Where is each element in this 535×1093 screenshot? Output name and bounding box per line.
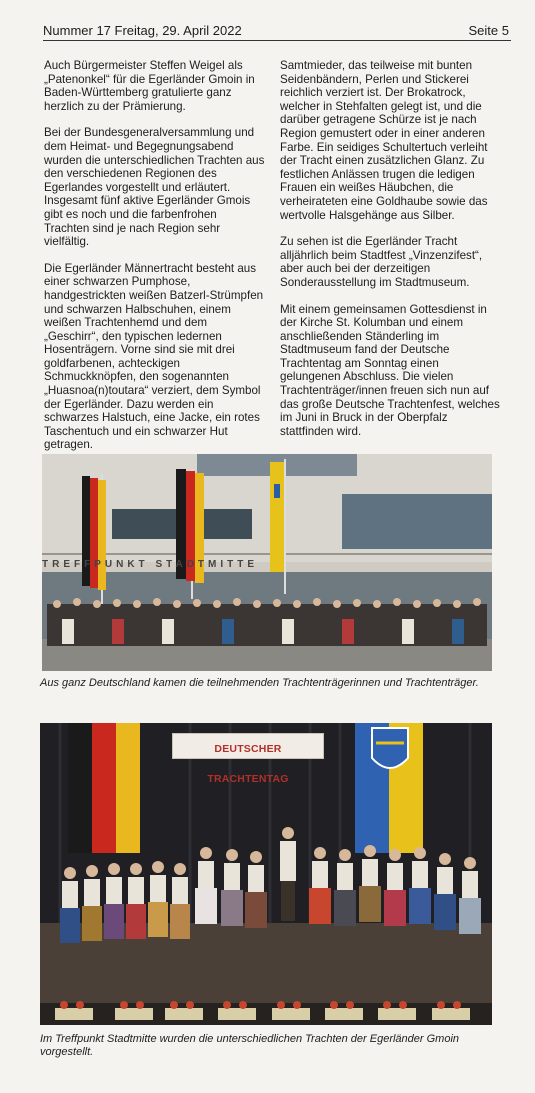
event-banner: DEUTSCHER TRACHTENTAG [172,733,324,759]
paragraph: Die Egerländer Männertracht besteht aus einer schwarzen Pumphose, handgestrickten weißen Batzerl-Strümpfen und schwarzen Halbschuhen, einem weißen Trachtenhemd und dem „Geschirr“, den typischen ledernen Hosenträgern. Vorne sind sie mit drei goldfarbenen, achteckigen Schmuckknöpfen, den sogenannten „Huasnoa(n)toutara“ verziert, dem Symbol der Egerländer. Dazu werden ein schwarzes Halstuch, eine Jacke, ein rotes Taschentuch und ein schwarzer Hut getragen. [44,261,264,452]
photo-caption: Im Treffpunkt Stadtmitte wurden die unterschiedlichen Trachten der Egerländer Gmoin vorgestellt. [40,1033,460,1058]
photo-caption: Aus ganz Deutschland kamen die teilnehmenden Trachtenträgerinnen und Trachtenträger. [40,677,479,689]
page-header [43,22,511,41]
paragraph: Samtmieder, das teilweise mit bunten Seidenbändern, Perlen und Stickerei reichlich verziert ist. Der Brokatrock, welcher in Stehfalten gelegt ist, und die darüber getragene Schürze ist je nach Region gemustert oder in einer anderen Farbe. Ein seidiges Schultertuch verleiht der Tracht einen zusätzlichen Glanz. Zu festlichen Anlässen trugen die ledigen Frauen ein weißes Häubchen, die verheirateten eine Goldhaube sowie das wertvolle Halsgehänge aus Silber. [280,59,488,222]
building-sign: TREFFPUNKT STADTMITTE [42,559,259,570]
stage-photo [40,723,492,1025]
page-number: Seite 5 [468,23,509,38]
issue-date: Nummer 17 Freitag, 29. April 2022 [43,23,242,38]
group-photo-building [42,454,492,671]
article-column-left [44,59,265,505]
article-column-right [280,59,501,451]
paragraph: Bei der Bundesgeneralversammlung und dem Heimat- und Begegnungsabend wurden die unterschiedlichen Trachten aus den verschiedenen Regionen des Egerlandes vorgestellt und erläutert. Insgesamt fünf aktive Egerländer Gmois gibt es noch und die farbenfrohen Trachten sind je nach Region sehr vielfältig. [44,126,265,249]
paragraph: Auch Bürgermeister Steffen Weigel als „Patenonkel“ für die Egerländer Gmoin in Baden-Württemberg gratulierte ganz herzlich zu der Prämierung. [44,59,255,113]
paragraph: Mit einem gemeinsamen Gottesdienst in der Kirche St. Kolumban und einem anschließenden Ständerling im Stadtmuseum fand der Deutsche Trachtentag am Sonntag einen gelungenen Abschluss. Die vielen Trachtenträger/innen freuen sich nun auf das große Deutsche Trachtenfest, welches im Juni in Bruck in der Oberpfalz stattfinden wird. [280,302,500,438]
paragraph: Zu sehen ist die Egerländer Tracht alljährlich beim Stadtfest „Vinzenzifest“, aber auch bei der derzeitigen Sonderausstellung im Stadtmuseum. [280,235,483,289]
